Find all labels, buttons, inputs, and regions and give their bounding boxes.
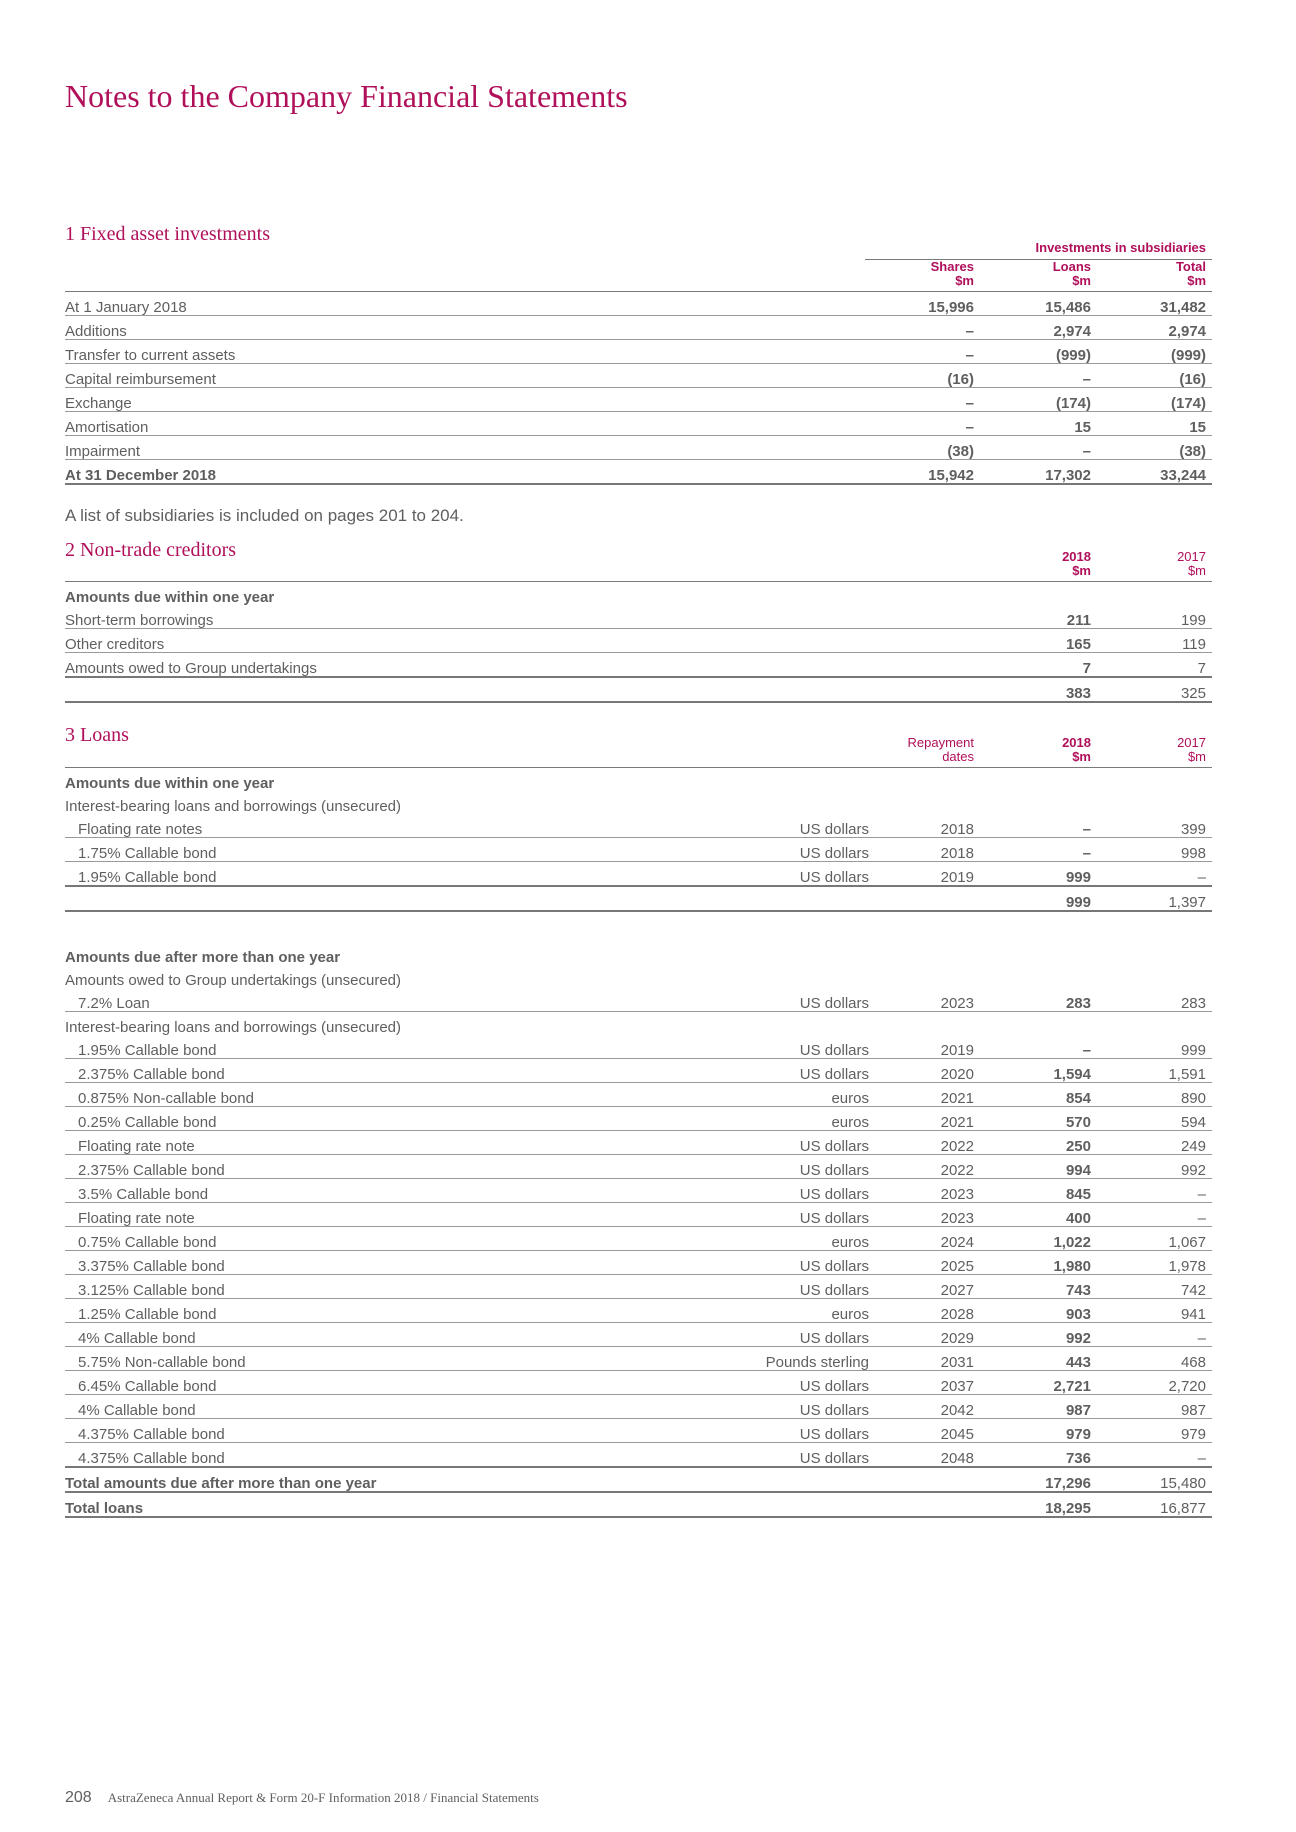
section-title-fixed-asset-investments: 1 Fixed asset investments [65,223,270,245]
value-2018: 979 [980,1419,1097,1443]
loan-row [65,1395,1212,1419]
loan-currency: euros [665,1299,875,1323]
row-label: Other creditors [65,629,980,653]
loan-row [65,1131,1212,1155]
loan-row [65,1227,1212,1251]
repayment-date: 2027 [875,1275,980,1299]
value-2017: 987 [1097,1395,1212,1419]
repayment-date: 2022 [875,1131,980,1155]
value-2018: 400 [980,1203,1097,1227]
row-label: Impairment [65,436,865,460]
value-2017: 199 [1097,605,1212,629]
value-loans: 2,974 [980,316,1097,340]
total-after-2017: 15,480 [1097,1467,1212,1492]
value-shares: 15,942 [865,460,980,485]
section-heading: Amounts due within one year [65,589,275,606]
loan-row [65,1371,1212,1395]
table-row [65,653,1212,678]
col-header-2017: 2017 $m [1097,550,1212,582]
value-2017: 399 [1097,814,1212,838]
table-row [65,436,1212,460]
loan-currency: US dollars [665,988,875,1012]
after-one-year-heading [65,942,1212,965]
loan-name: 5.75% Non-callable bond [65,1347,665,1371]
value-2017: 979 [1097,1419,1212,1443]
within-total-2017: 1,397 [1097,886,1212,911]
loan-row [65,988,1212,1012]
loan-name: 4% Callable bond [65,1395,665,1419]
interest-bearing-subheading: Interest-bearing loans and borrowings (unsecured) [65,1019,402,1036]
loan-currency: US dollars [665,1131,875,1155]
loan-row [65,1059,1212,1083]
table-row [65,629,1212,653]
loan-name: 0.25% Callable bond [65,1107,665,1131]
total-2018: 383 [980,677,1097,702]
row-label: At 1 January 2018 [65,292,865,316]
loan-name: 0.75% Callable bond [65,1227,665,1251]
value-shares: (38) [865,436,980,460]
row-label: Amortisation [65,412,865,436]
loan-currency: US dollars [665,1059,875,1083]
loan-currency: US dollars [665,1035,875,1059]
value-shares: – [865,412,980,436]
value-2017: 742 [1097,1275,1212,1299]
loan-row [65,1203,1212,1227]
section-heading-row [65,582,1212,606]
loan-row [65,1419,1212,1443]
loan-name: 3.375% Callable bond [65,1251,665,1275]
col-header-2018: 2018 $m [980,736,1097,768]
loan-row [65,1251,1212,1275]
loan-name: 4% Callable bond [65,1323,665,1347]
group-undertakings-subheading [65,965,1212,988]
repayment-date: 2022 [875,1155,980,1179]
page-footer [65,1789,539,1807]
loan-name: 2.375% Callable bond [65,1155,665,1179]
value-2017: 249 [1097,1131,1212,1155]
repayment-date: 2048 [875,1443,980,1468]
loan-name: 0.875% Non-callable bond [65,1083,665,1107]
repayment-date: 2018 [875,814,980,838]
value-2017: – [1097,1203,1212,1227]
total-row [65,677,1212,702]
loan-currency: US dollars [665,1323,875,1347]
value-2017: – [1097,1443,1212,1468]
loan-name: 1.95% Callable bond [65,1035,665,1059]
loan-currency: US dollars [665,838,875,862]
loan-name: 1.95% Callable bond [65,862,665,887]
row-label: Amounts owed to Group undertakings [65,653,980,678]
value-loans: 15,486 [980,292,1097,316]
loan-row [65,1155,1212,1179]
table-row [65,340,1212,364]
value-2017: 1,978 [1097,1251,1212,1275]
value-total: 15 [1097,412,1212,436]
value-2018: 211 [980,605,1097,629]
repayment-date: 2023 [875,988,980,1012]
group-header-investments-in-subsidiaries: Investments in subsidiaries [865,233,1212,260]
total-after-2018: 17,296 [980,1467,1097,1492]
repayment-date: 2023 [875,1203,980,1227]
value-2017: 890 [1097,1083,1212,1107]
within-one-year-subheading: Interest-bearing loans and borrowings (unsecured) [65,798,402,815]
total-after-row [65,1467,1212,1492]
value-2018: 845 [980,1179,1097,1203]
loan-name: Floating rate note [65,1131,665,1155]
value-shares: – [865,388,980,412]
table-row [65,316,1212,340]
value-total: (174) [1097,388,1212,412]
within-total-2018: 999 [980,886,1097,911]
total-after-label: Total amounts due after more than one year [65,1467,980,1492]
value-loans: 17,302 [980,460,1097,485]
value-2017: 283 [1097,988,1212,1012]
value-2018: 2,721 [980,1371,1097,1395]
row-label: At 31 December 2018 [65,460,865,485]
value-total: (38) [1097,436,1212,460]
loan-name: Floating rate notes [65,814,665,838]
value-2018: 987 [980,1395,1097,1419]
value-2018: 7 [980,653,1097,678]
value-2017: 999 [1097,1035,1212,1059]
col-header-2017: 2017 $m [1097,736,1212,768]
loan-name: 4.375% Callable bond [65,1419,665,1443]
value-2018: 443 [980,1347,1097,1371]
row-label: Capital reimbursement [65,364,865,388]
table-row [65,388,1212,412]
value-2017: – [1097,1323,1212,1347]
value-2018: – [980,838,1097,862]
value-2018: 854 [980,1083,1097,1107]
repayment-date: 2025 [875,1251,980,1275]
value-total: 2,974 [1097,316,1212,340]
loans-table [65,736,1212,1518]
after-one-year-heading: Amounts due after more than one year [65,949,341,966]
loan-name: 3.125% Callable bond [65,1275,665,1299]
value-2017: 1,067 [1097,1227,1212,1251]
value-2018: 994 [980,1155,1097,1179]
value-loans: 15 [980,412,1097,436]
within-one-year-heading: Amounts due within one year [65,775,275,792]
loan-currency: US dollars [665,1275,875,1299]
value-2018: 903 [980,1299,1097,1323]
loan-name: 1.25% Callable bond [65,1299,665,1323]
row-label: Transfer to current assets [65,340,865,364]
repayment-date: 2029 [875,1323,980,1347]
section-title-non-trade-creditors: 2 Non-trade creditors [65,539,237,561]
value-2017: 992 [1097,1155,1212,1179]
total-loans-2017: 16,877 [1097,1492,1212,1517]
page-number: 208 [65,1789,92,1806]
total-loans-row [65,1492,1212,1517]
loan-row [65,1083,1212,1107]
repayment-date: 2019 [875,1035,980,1059]
value-2017: 941 [1097,1299,1212,1323]
value-2018: 1,022 [980,1227,1097,1251]
row-label: Additions [65,316,865,340]
value-shares: 15,996 [865,292,980,316]
loan-currency: euros [665,1107,875,1131]
within-one-year-heading [65,768,1212,792]
value-2018: – [980,1035,1097,1059]
loan-row [65,1323,1212,1347]
loan-row [65,814,1212,838]
value-shares: – [865,340,980,364]
loan-currency: US dollars [665,862,875,887]
col-header-2018: 2018 $m [980,550,1097,582]
repayment-date: 2042 [875,1395,980,1419]
loan-name: 3.5% Callable bond [65,1179,665,1203]
value-2018: 165 [980,629,1097,653]
value-2017: – [1097,862,1212,887]
value-2017: 7 [1097,653,1212,678]
value-loans: – [980,364,1097,388]
loan-currency: US dollars [665,1251,875,1275]
loan-row [65,862,1212,887]
loan-row [65,1107,1212,1131]
loan-row [65,838,1212,862]
loan-row [65,1275,1212,1299]
loan-currency: US dollars [665,1443,875,1468]
repayment-date: 2020 [875,1059,980,1083]
spacer [65,911,1212,942]
repayment-date: 2024 [875,1227,980,1251]
subsidiaries-note: A list of subsidiaries is included on pages 201 to 204. [65,506,464,525]
loan-row [65,1035,1212,1059]
value-2018: 743 [980,1275,1097,1299]
value-total: 33,244 [1097,460,1212,485]
value-2018: – [980,814,1097,838]
fixed-asset-investments-table [65,233,1212,485]
col-header-loans: Loans $m [980,260,1097,292]
value-2018: 570 [980,1107,1097,1131]
loan-currency: US dollars [665,1155,875,1179]
col-header-shares: Shares $m [865,260,980,292]
loan-currency: US dollars [665,1395,875,1419]
loan-currency: euros [665,1083,875,1107]
loan-row [65,1179,1212,1203]
value-2018: 999 [980,862,1097,887]
interest-bearing-subheading [65,1012,1212,1036]
value-2017: 468 [1097,1347,1212,1371]
value-total: (999) [1097,340,1212,364]
repayment-date: 2018 [875,838,980,862]
value-loans: (999) [980,340,1097,364]
loan-currency: Pounds sterling [665,1347,875,1371]
page-title: Notes to the Company Financial Statements [65,78,628,114]
table-row [65,292,1212,316]
table-row [65,605,1212,629]
within-total-row [65,886,1212,911]
value-2018: 283 [980,988,1097,1012]
table-row [65,364,1212,388]
value-2018: 1,594 [980,1059,1097,1083]
col-header-total: Total $m [1097,260,1212,292]
loan-currency: US dollars [665,1203,875,1227]
loan-currency: US dollars [665,814,875,838]
value-2018: 992 [980,1323,1097,1347]
value-total: 31,482 [1097,292,1212,316]
value-2018: 1,980 [980,1251,1097,1275]
section-title-loans: 3 Loans [65,724,129,746]
loan-row [65,1443,1212,1468]
loan-currency: euros [665,1227,875,1251]
value-shares: (16) [865,364,980,388]
footer-text: AstraZeneca Annual Report & Form 20-F Information 2018 / Financial Statements [107,1790,539,1805]
total-loans-label: Total loans [65,1492,980,1517]
within-one-year-subheading [65,791,1212,814]
closing-balance-row [65,460,1212,485]
loan-name: 7.2% Loan [65,988,665,1012]
value-2017: 998 [1097,838,1212,862]
value-shares: – [865,316,980,340]
row-label: Short-term borrowings [65,605,980,629]
value-2017: 594 [1097,1107,1212,1131]
loan-row [65,1347,1212,1371]
loan-name: 2.375% Callable bond [65,1059,665,1083]
repayment-date: 2023 [875,1179,980,1203]
repayment-date: 2028 [875,1299,980,1323]
loan-name: 4.375% Callable bond [65,1443,665,1468]
value-2017: 1,591 [1097,1059,1212,1083]
value-2017: 119 [1097,629,1212,653]
repayment-date: 2019 [875,862,980,887]
loan-row [65,1299,1212,1323]
col-header-repayment-dates: Repayment dates [875,736,980,768]
loan-name: 1.75% Callable bond [65,838,665,862]
total-2017: 325 [1097,677,1212,702]
loan-currency: US dollars [665,1371,875,1395]
value-2017: 2,720 [1097,1371,1212,1395]
value-loans: – [980,436,1097,460]
value-2018: 736 [980,1443,1097,1468]
loan-name: Floating rate note [65,1203,665,1227]
loan-currency: US dollars [665,1179,875,1203]
loan-name: 6.45% Callable bond [65,1371,665,1395]
repayment-date: 2045 [875,1419,980,1443]
row-label: Exchange [65,388,865,412]
repayment-date: 2021 [875,1083,980,1107]
loan-currency: US dollars [665,1419,875,1443]
value-2018: 250 [980,1131,1097,1155]
table-row [65,412,1212,436]
repayment-date: 2021 [875,1107,980,1131]
total-loans-2018: 18,295 [980,1492,1097,1517]
repayment-date: 2037 [875,1371,980,1395]
repayment-date: 2031 [875,1347,980,1371]
value-loans: (174) [980,388,1097,412]
value-total: (16) [1097,364,1212,388]
group-undertakings-subheading: Amounts owed to Group undertakings (unsecured) [65,972,402,989]
value-2017: – [1097,1179,1212,1203]
non-trade-creditors-table [65,550,1212,703]
